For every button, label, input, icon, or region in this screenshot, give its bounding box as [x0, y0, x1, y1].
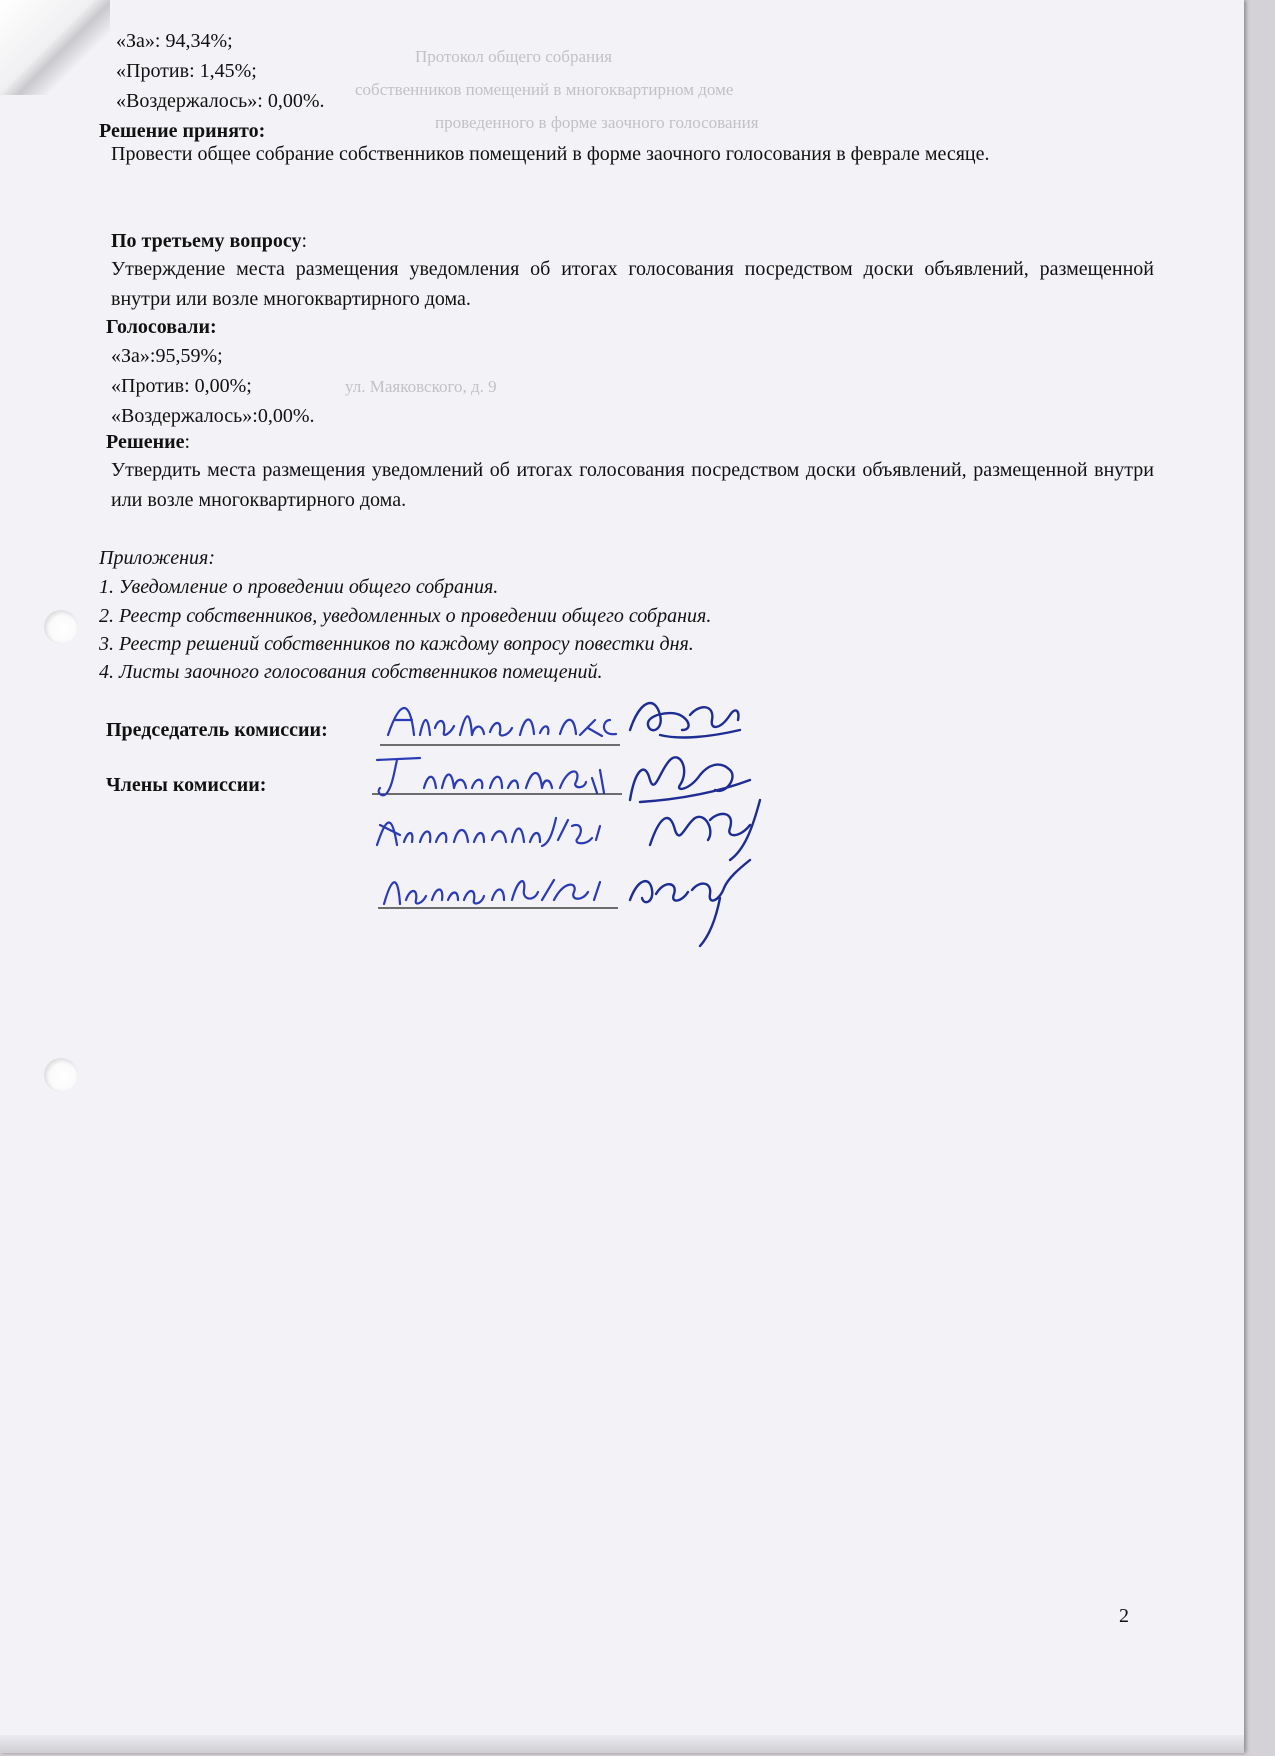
voted-heading: Голосовали:: [106, 316, 217, 338]
question-3-colon: :: [301, 230, 308, 252]
members-label: Члены комиссии:: [106, 774, 267, 796]
attachment-item: 1. Уведомление о проведении общего собрания.: [99, 576, 499, 598]
decision-heading-1: Решение принято:: [99, 120, 266, 142]
vote-abstain-3: «Воздержалось»:0,00%.: [111, 405, 315, 427]
page-edge: [0, 1735, 1244, 1753]
decision-text-3: Утвердить места размещения уведомлений об итогах голосования посредством доски объявлений, размещенной внутри или возле многоквартирного дома.: [111, 459, 1154, 511]
decision-heading-3: [106, 430, 190, 454]
member-3-autograph: [620, 850, 770, 950]
punch-hole-bottom: [44, 1058, 78, 1092]
attachment-item: 2. Реестр собственников, уведомленных о проведении общего собрания.: [99, 605, 712, 627]
page-number: 2: [1119, 1605, 1129, 1627]
decision-colon-3: :: [184, 431, 191, 453]
decision-label-3: Решение: [106, 431, 185, 453]
vote-against-3: «Против: 0,00%;: [111, 375, 252, 397]
question-3-text: Утверждение места размещения уведомления об итогах голосования посредством доски объявлений, размещенной внутри или возле многоквартирного дома.: [111, 258, 1154, 310]
vote-for-1: «За»: 94,34%;: [116, 30, 233, 52]
member-2-name-signature: [372, 800, 632, 860]
question-3-label: По третьему вопросу: [111, 230, 302, 252]
attachments-heading: Приложения:: [99, 547, 216, 569]
folded-corner: [0, 0, 110, 95]
chairman-label: Председатель комиссии:: [106, 719, 328, 741]
vote-for-3: «За»:95,59%;: [111, 345, 223, 367]
question-3-heading: [111, 229, 307, 253]
bleed-through-text: Протокол общего собрания собственников помещений в многоквартирном доме проведенного в форме заочного голосования ул. Маяковского, д. 9: [345, 47, 759, 396]
attachment-item: 3. Реестр решений собственников по каждому вопросу повестки дня.: [99, 633, 694, 655]
decision-text-1: Провести общее собрание собственников помещений в форме заочного голосования в феврале месяце.: [111, 143, 990, 165]
punch-hole-top: [44, 610, 78, 644]
vote-against-1: «Против: 1,45%;: [116, 60, 257, 82]
vote-abstain-1: «Воздержалось»: 0,00%.: [116, 90, 325, 112]
chairman-name-signature: [380, 690, 630, 750]
member-1-name-signature: [372, 748, 632, 808]
member-3-name-signature: [378, 860, 638, 920]
attachment-item: 4. Листы заочного голосования собственников помещений.: [99, 661, 603, 683]
